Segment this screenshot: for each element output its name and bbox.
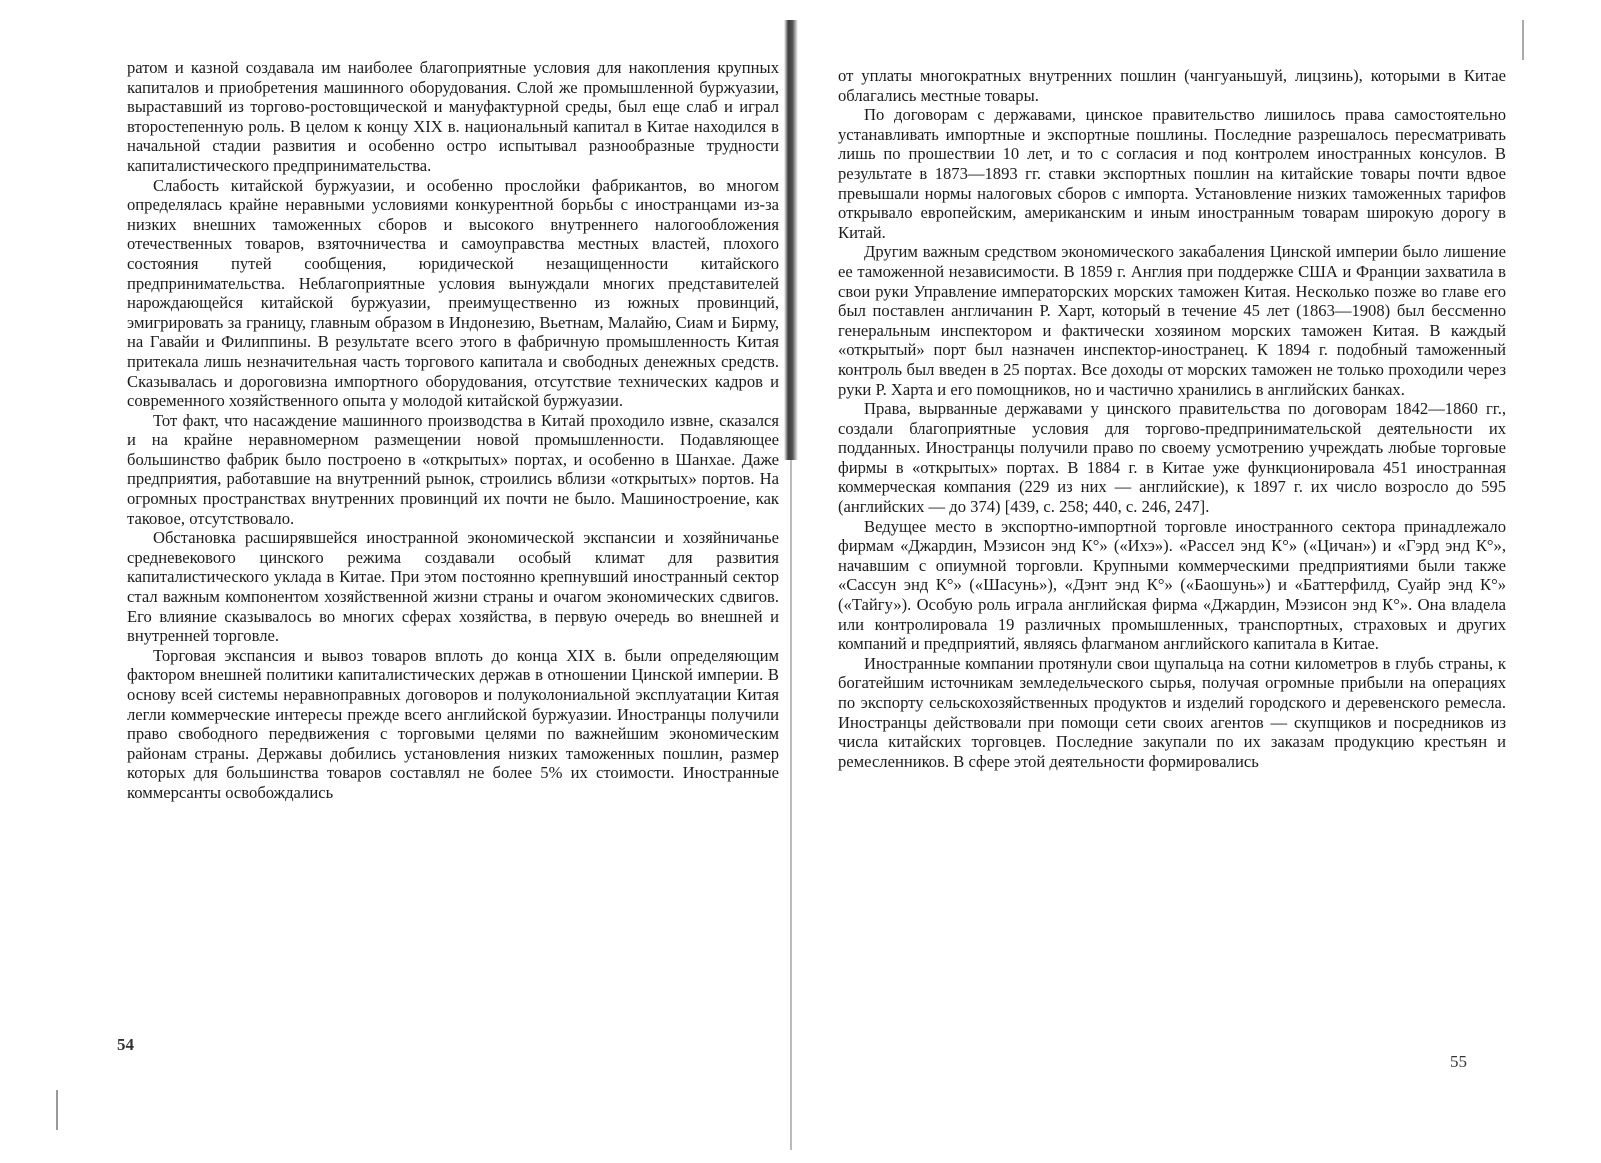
- book-binding-line: [790, 460, 792, 1150]
- paragraph: Другим важным средством экономического закабаления Цинской империи было лишение ее таможенной независимости. В 1859 г. Англия при поддержке США и Франции захватила в свои руки Управление императорских морских таможен Китая. Несколько позже во главе его был поставлен англичанин Р. Харт, который в течение 45 лет (1863—1908) был бессменно генеральным инспектором и фактически хозяином морских таможен Китая. В каждый «открытый» порт был назначен инспектор-иностранец. К 1894 г. подобный таможенный контроль был введен в 25 портах. Все доходы от морских таможен не только проходили через руки Р. Харта и его помощников, но и частично хранились в английских банках.: [838, 242, 1506, 399]
- paragraph: Ведущее место в экспортно-импортной торговле иностранного сектора принадлежало фирмам «Джардин, Мэзисон энд К°» («Ихэ»). «Рассел энд К°» («Цичан») и «Гэрд энд К°», начавшим с опиумной торговли. Крупными коммерческими предприятиями были также «Сассун энд К°» («Шасунь»), «Дэнт энд К°» («Баошунь») и «Баттерфилд, Суайр энд К°» («Тайгу»). Особую роль играла английская фирма «Джардин, Мэзисон энд К°». Она владела или контролировала 19 различных промышленных, транспортных, страховых и других компаний и предприятий, являясь флагманом английского капитала в Китае.: [838, 516, 1506, 654]
- paragraph: Иностранные компании протянули свои щупальца на сотни километров в глубь страны, к богатейшим источникам земледельческого сырья, получая огромные прибыли на операциях по экспорту сельскохозяйственных продуктов и изделий городского и деревенского ремесла. Иностранцы действовали при помощи сети своих агентов — скупщиков и посредников из числа китайских торговцев. Последние закупали по их заказам продукцию крестьян и ремесленников. В сфере этой деятельности формировались: [838, 653, 1506, 771]
- left-page: [0, 0, 800, 1163]
- right-page-text: [838, 66, 1506, 771]
- page-number: 55: [1450, 1052, 1467, 1071]
- scan-edge-mark: [1522, 20, 1524, 60]
- book-binding-shadow: [784, 20, 798, 460]
- paragraph: Права, вырванные державами у цинского правительства по договорам 1842—1860 гг., создали благоприятные условия для торгово-предпринимательской деятельности их подданных. Иностранцы получили право по своему усмотрению учреждать любые торговые фирмы в «открытых» портах. В 1884 г. в Китае уже функционировала 451 иностранная коммерческая компания (229 из них — английские), к 1897 г. их число возросло до 595 (английских — до 374) [439, с. 258; 440, с. 246, 247].: [838, 399, 1506, 517]
- paragraph: ратом и казной создавала им наиболее благоприятные условия для накопления крупных капиталов и приобретения машинного оборудования. Слой же промышленной буржуазии, выраставший из торгово-ростовщической и мануфактурной среды, был еще слаб и играл второстепенную роль. В целом к концу XIX в. национальный капитал в Китае находился в начальной стадии развития и особенно остро испытывал разнообразные трудности капиталистического предпринимательства.: [127, 58, 779, 175]
- paragraph: от уплаты многократных внутренних пошлин (чангуаньшуй, лицзинь), которыми в Китае облагались местные товары.: [838, 66, 1506, 105]
- left-page-text: [127, 58, 779, 803]
- page-number: 54: [117, 1035, 134, 1054]
- paragraph: Слабость китайской буржуазии, и особенно прослойки фабрикантов, во многом определялась крайне неравными условиями конкурентной борьбы с иностранцами из-за низких внешних таможенных сборов и высокого внутреннего налогообложения отечественных товаров, взяточничества и самоуправства местных властей, плохого состояния путей сообщения, юридической незащищенности китайского предпринимательства. Неблагоприятные условия вынуждали многих представителей нарождающейся китайской буржуазии, преимущественно из южных провинций, эмигрировать за границу, главным образом в Индонезию, Вьетнам, Малайю, Сиам и Бирму, на Гавайи и Филиппины. В результате всего этого в фабричную промышленность Китая притекала лишь незначительная часть торгового капитала и свободных денежных средств. Сказывалась и дороговизна импортного оборудования, отсутствие технических кадров и современного хозяйственного опыта у молодой китайской буржуазии.: [127, 175, 779, 411]
- paragraph: Обстановка расширявшейся иностранной экономической экспансии и хозяйничанье средневекового цинского режима создавали особый климат для развития капиталистического уклада в Китае. При этом постоянно крепнувший иностранный сектор стал важным компонентом хозяйственной жизни страны и очагом экономических сдвигов. Его влияние сказывалось во многих сферах хозяйства, в первую очередь во внешней и внутренней торговле.: [127, 528, 779, 646]
- paragraph: Тот факт, что насаждение машинного производства в Китай проходило извне, сказался и на крайне неравномерном размещении новой промышленности. Подавляющее большинство фабрик было построено в «открытых» портах, и особенно в Шанхае. Даже предприятия, работавшие на внутренний рынок, строились вблизи «открытых» портов. На огромных пространствах внутренних провинций их почти не было. Машиностроение, как таковое, отсутствовало.: [127, 410, 779, 528]
- paragraph: Торговая экспансия и вывоз товаров вплоть до конца XIX в. были определяющим фактором внешней политики капиталистических держав в отношении Цинской империи. В основу всей системы неравноправных договоров и полуколониальной эксплуатации Китая легли коммерческие интересы прежде всего английской буржуазии. Иностранцы получили право свободного передвижения с торговыми целями по важнейшим экономическим районам страны. Державы добились установления низких таможенных пошлин, размер которых для большинства товаров составлял не более 5% их стоимости. Иностранные коммерсанты освобождались: [127, 645, 779, 802]
- scan-edge-mark: [56, 1090, 58, 1130]
- paragraph: По договорам с державами, цинское правительство лишилось права самостоятельно устанавливать импортные и экспортные пошлины. Последние разрешалось пересматривать лишь по прошествии 10 лет, и то с согласия и под контролем иностранных консулов. В результате в 1873—1893 гг. ставки экспортных пошлин на китайские товары почти вдвое превышали нормы налоговых сборов с импорта. Установление низких таможенных тарифов открывало европейским, американским и иным иностранным товарам широкую дорогу в Китай.: [838, 105, 1506, 242]
- right-page: [800, 0, 1601, 1163]
